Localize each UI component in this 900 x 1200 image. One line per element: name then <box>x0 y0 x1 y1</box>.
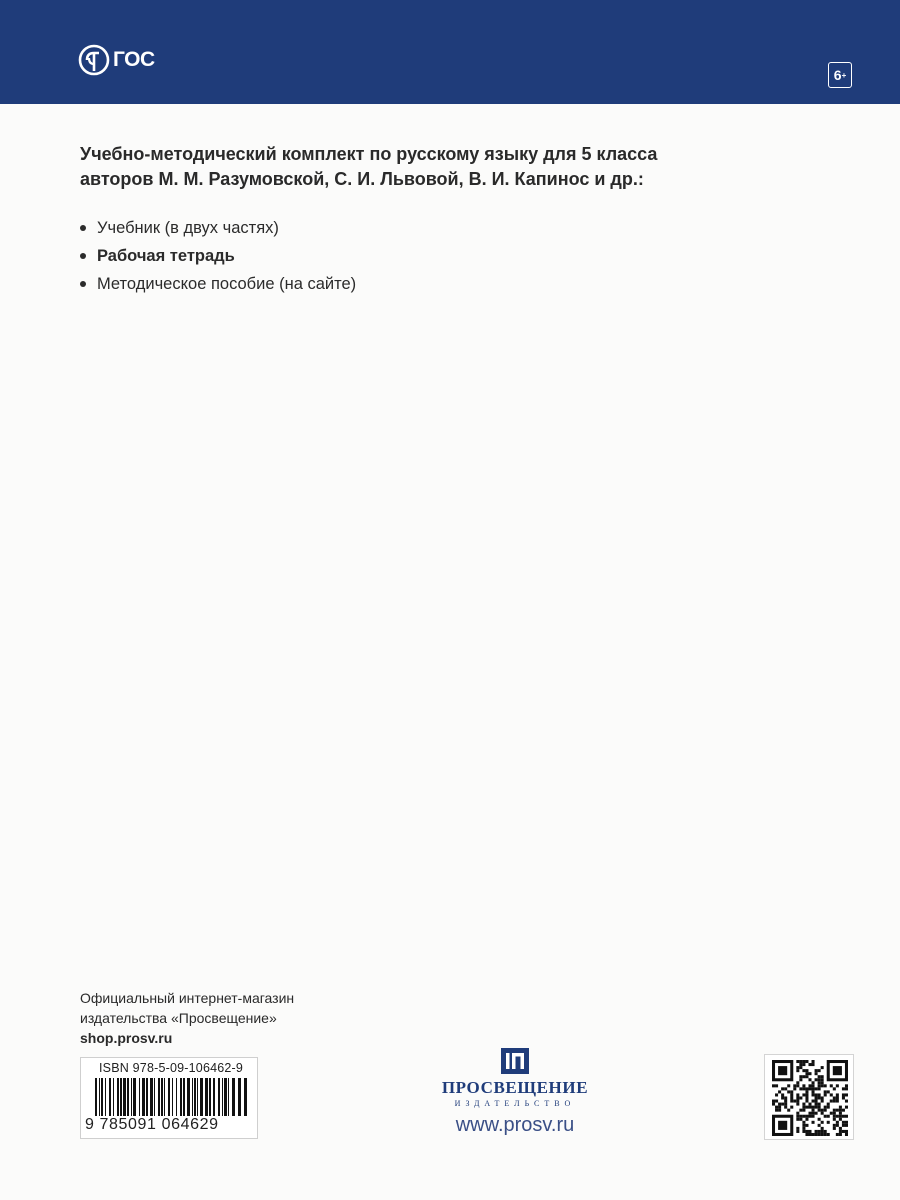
shop-info <box>80 988 294 1048</box>
qr-module <box>812 1084 815 1087</box>
barcode-bar <box>133 1078 136 1116</box>
qr-module <box>815 1072 818 1075</box>
barcode-bar <box>218 1078 220 1116</box>
qr-module <box>845 1093 848 1096</box>
barcode-bar <box>200 1078 203 1116</box>
qr-module <box>818 1078 821 1081</box>
qr-module <box>821 1133 824 1136</box>
qr-module <box>781 1093 784 1096</box>
qr-module <box>839 1118 842 1121</box>
qr-module <box>772 1103 775 1106</box>
barcode-bar <box>209 1078 211 1116</box>
qr-module <box>787 1090 790 1093</box>
qr-module <box>830 1100 833 1103</box>
qr-module <box>812 1063 815 1066</box>
qr-module <box>827 1103 830 1106</box>
age-rating-plus: + <box>841 70 847 80</box>
qr-module <box>796 1130 799 1133</box>
qr-module <box>839 1106 842 1109</box>
qr-module <box>796 1069 799 1072</box>
qr-module <box>799 1109 802 1112</box>
complex-items-list <box>80 214 356 298</box>
qr-module <box>839 1133 842 1136</box>
bullet-icon <box>80 281 86 287</box>
barcode-bar <box>194 1078 196 1116</box>
list-item <box>80 214 356 242</box>
qr-module <box>796 1118 799 1121</box>
qr-module <box>836 1109 839 1112</box>
qr-module <box>805 1124 808 1127</box>
qr-finder-pattern <box>778 1066 787 1075</box>
qr-module <box>845 1121 848 1124</box>
barcode-bar <box>117 1078 119 1116</box>
qr-module <box>784 1100 787 1103</box>
qr-module <box>793 1084 796 1087</box>
qr-module <box>812 1112 815 1115</box>
qr-module <box>815 1133 818 1136</box>
qr-module <box>812 1090 815 1093</box>
fgos-logo-icon <box>78 44 110 76</box>
list-item-label: Рабочая тетрадь <box>97 247 235 265</box>
qr-module <box>818 1087 821 1090</box>
qr-module <box>845 1087 848 1090</box>
qr-module <box>805 1096 808 1099</box>
qr-module <box>833 1112 836 1115</box>
qr-module <box>836 1093 839 1096</box>
qr-module <box>818 1118 821 1121</box>
qr-module <box>802 1106 805 1109</box>
qr-module <box>824 1084 827 1087</box>
qr-module <box>796 1096 799 1099</box>
qr-module <box>821 1096 824 1099</box>
qr-module <box>845 1084 848 1087</box>
qr-module <box>827 1115 830 1118</box>
qr-module <box>815 1087 818 1090</box>
qr-module <box>830 1112 833 1115</box>
qr-module <box>796 1103 799 1106</box>
qr-module <box>796 1115 799 1118</box>
qr-module <box>815 1130 818 1133</box>
qr-module <box>818 1096 821 1099</box>
qr-module <box>808 1078 811 1081</box>
qr-module <box>815 1096 818 1099</box>
barcode-bar <box>127 1078 129 1116</box>
qr-module <box>796 1084 799 1087</box>
qr-module <box>802 1127 805 1130</box>
qr-module <box>833 1109 836 1112</box>
qr-module <box>815 1069 818 1072</box>
qr-module <box>827 1090 830 1093</box>
qr-module <box>805 1093 808 1096</box>
qr-module <box>802 1093 805 1096</box>
qr-module <box>815 1093 818 1096</box>
qr-module <box>808 1133 811 1136</box>
qr-module <box>818 1106 821 1109</box>
qr-module <box>836 1096 839 1099</box>
qr-module <box>836 1100 839 1103</box>
qr-module <box>845 1124 848 1127</box>
qr-module <box>815 1112 818 1115</box>
qr-module <box>790 1090 793 1093</box>
qr-module <box>812 1115 815 1118</box>
qr-module <box>802 1130 805 1133</box>
qr-module <box>842 1096 845 1099</box>
qr-module <box>799 1060 802 1063</box>
qr-module <box>778 1109 781 1112</box>
bullet-icon <box>80 253 86 259</box>
qr-module <box>775 1084 778 1087</box>
qr-module <box>824 1130 827 1133</box>
qr-finder-pattern <box>833 1066 842 1075</box>
barcode-bar <box>180 1078 182 1116</box>
qr-module <box>845 1100 848 1103</box>
qr-module <box>808 1130 811 1133</box>
qr-module <box>812 1093 815 1096</box>
qr-module <box>821 1081 824 1084</box>
qr-module <box>799 1066 802 1069</box>
qr-module <box>784 1106 787 1109</box>
qr-module <box>805 1087 808 1090</box>
qr-module <box>842 1124 845 1127</box>
qr-module <box>821 1112 824 1115</box>
qr-module <box>845 1133 848 1136</box>
qr-module <box>799 1118 802 1121</box>
barcode-bar <box>154 1078 155 1116</box>
barcode-bar <box>105 1078 106 1116</box>
barcode-bar <box>232 1078 235 1116</box>
qr-module <box>790 1100 793 1103</box>
barcode-bar <box>213 1078 215 1116</box>
qr-module <box>833 1124 836 1127</box>
qr-module <box>775 1109 778 1112</box>
qr-module <box>784 1096 787 1099</box>
qr-module <box>824 1115 827 1118</box>
qr-module <box>818 1093 821 1096</box>
qr-module <box>802 1075 805 1078</box>
barcode-bar <box>183 1078 185 1116</box>
qr-module <box>821 1130 824 1133</box>
qr-module <box>812 1060 815 1063</box>
shop-url-link[interactable]: shop.prosv.ru <box>80 1030 173 1046</box>
barcode-bar <box>244 1078 247 1116</box>
barcode-bar <box>142 1078 145 1116</box>
qr-module <box>799 1075 802 1078</box>
qr-module <box>812 1100 815 1103</box>
qr-module <box>842 1109 845 1112</box>
qr-module <box>842 1130 845 1133</box>
qr-module <box>833 1115 836 1118</box>
qr-module <box>799 1078 802 1081</box>
qr-module <box>805 1069 808 1072</box>
qr-module <box>836 1124 839 1127</box>
qr-module <box>821 1109 824 1112</box>
isbn-barcode-box <box>80 1057 258 1139</box>
publisher-url-link[interactable]: www.prosv.ru <box>455 1114 575 1136</box>
publisher-name: ПРОСВЕЩЕНИЕ <box>441 1078 589 1097</box>
qr-module <box>833 1100 836 1103</box>
qr-module <box>818 1084 821 1087</box>
qr-module <box>824 1093 827 1096</box>
qr-module <box>778 1106 781 1109</box>
barcode-bar <box>192 1078 193 1116</box>
qr-module <box>824 1133 827 1136</box>
qr-module <box>775 1100 778 1103</box>
qr-module <box>830 1093 833 1096</box>
qr-module <box>812 1109 815 1112</box>
shop-line-1: Официальный интернет-магазин <box>80 990 295 1006</box>
list-item <box>80 270 356 298</box>
qr-module <box>772 1084 775 1087</box>
qr-module <box>805 1075 808 1078</box>
qr-module <box>821 1078 824 1081</box>
isbn-number: ISBN 978-5-09-106462-9 <box>99 1061 244 1075</box>
qr-module <box>781 1096 784 1099</box>
qr-module <box>799 1096 802 1099</box>
age-rating-badge <box>828 62 852 88</box>
barcode-bar <box>109 1078 111 1116</box>
barcode-bar <box>197 1078 198 1116</box>
qr-module <box>802 1115 805 1118</box>
qr-module <box>815 1078 818 1081</box>
qr-module <box>821 1121 824 1124</box>
qr-module <box>793 1087 796 1090</box>
qr-module <box>821 1066 824 1069</box>
barcode-bar <box>172 1078 173 1116</box>
qr-module <box>784 1087 787 1090</box>
qr-code-icon <box>772 1060 848 1136</box>
barcode-bar <box>168 1078 170 1116</box>
barcode-bar <box>123 1078 126 1116</box>
qr-module <box>833 1127 836 1130</box>
qr-module <box>839 1109 842 1112</box>
qr-module <box>818 1109 821 1112</box>
qr-module <box>808 1063 811 1066</box>
qr-module <box>812 1087 815 1090</box>
qr-module <box>796 1093 799 1096</box>
qr-module <box>833 1087 836 1090</box>
fgos-logo <box>78 40 155 80</box>
barcode-bar <box>131 1078 132 1116</box>
qr-module <box>796 1081 799 1084</box>
qr-module <box>808 1112 811 1115</box>
qr-module <box>824 1109 827 1112</box>
qr-module <box>818 1081 821 1084</box>
qr-module <box>821 1100 824 1103</box>
qr-module <box>808 1084 811 1087</box>
qr-code[interactable] <box>764 1054 854 1140</box>
qr-module <box>836 1115 839 1118</box>
barcode-digits: 9 785091 064629 <box>85 1116 219 1133</box>
qr-module <box>781 1087 784 1090</box>
qr-module <box>827 1121 830 1124</box>
barcode-bar <box>99 1078 100 1116</box>
qr-module <box>845 1106 848 1109</box>
publisher-block <box>430 1048 600 1137</box>
qr-module <box>805 1115 808 1118</box>
qr-module <box>839 1115 842 1118</box>
qr-module <box>796 1127 799 1130</box>
complex-title <box>80 142 840 192</box>
qr-finder-pattern <box>778 1121 787 1130</box>
qr-module <box>824 1090 827 1093</box>
barcode-bar <box>205 1078 208 1116</box>
shop-line-2: издательства «Просвещение» <box>80 1010 277 1026</box>
barcode-bar <box>150 1078 153 1116</box>
qr-module <box>802 1121 805 1124</box>
qr-module <box>836 1133 839 1136</box>
fgos-label: ГОС <box>113 48 155 71</box>
qr-module <box>812 1081 815 1084</box>
qr-module <box>790 1093 793 1096</box>
list-item-label: Методическое пособие (на сайте) <box>97 275 357 293</box>
barcode-bar <box>113 1078 114 1116</box>
qr-module <box>799 1087 802 1090</box>
qr-module <box>802 1060 805 1063</box>
qr-module <box>842 1121 845 1124</box>
barcode-bar <box>95 1078 97 1116</box>
barcode-bar <box>238 1078 241 1116</box>
qr-module <box>790 1106 793 1109</box>
qr-module <box>815 1100 818 1103</box>
qr-module <box>781 1103 784 1106</box>
qr-module <box>802 1109 805 1112</box>
barcode-bar <box>101 1078 103 1116</box>
qr-module <box>818 1124 821 1127</box>
qr-module <box>818 1075 821 1078</box>
qr-module <box>845 1130 848 1133</box>
barcode-bar <box>120 1078 122 1116</box>
qr-module <box>812 1121 815 1124</box>
qr-module <box>805 1118 808 1121</box>
qr-module <box>824 1106 827 1109</box>
qr-module <box>812 1106 815 1109</box>
qr-module <box>842 1087 845 1090</box>
qr-module <box>815 1103 818 1106</box>
barcode-bar <box>161 1078 163 1116</box>
qr-module <box>802 1087 805 1090</box>
qr-module <box>805 1130 808 1133</box>
qr-module <box>796 1060 799 1063</box>
barcode-bar <box>176 1078 177 1116</box>
qr-module <box>775 1106 778 1109</box>
qr-module <box>799 1115 802 1118</box>
bullet-icon <box>80 225 86 231</box>
qr-module <box>839 1130 842 1133</box>
barcode-icon <box>91 1078 249 1118</box>
qr-module <box>793 1100 796 1103</box>
qr-module <box>818 1069 821 1072</box>
barcode-bar <box>164 1078 165 1116</box>
qr-module <box>805 1060 808 1063</box>
qr-module <box>815 1106 818 1109</box>
qr-module <box>787 1109 790 1112</box>
qr-module <box>784 1103 787 1106</box>
qr-module <box>802 1124 805 1127</box>
qr-module <box>821 1075 824 1078</box>
qr-module <box>805 1133 808 1136</box>
qr-module <box>778 1090 781 1093</box>
qr-module <box>808 1115 811 1118</box>
qr-module <box>796 1112 799 1115</box>
complex-title-line-1: Учебно-методический комплект по русскому языку для 5 класса <box>80 144 658 164</box>
qr-module <box>808 1087 811 1090</box>
qr-module <box>833 1118 836 1121</box>
qr-module <box>818 1133 821 1136</box>
qr-module <box>772 1100 775 1103</box>
qr-module <box>802 1103 805 1106</box>
qr-module <box>821 1127 824 1130</box>
age-rating-number: 6 <box>833 67 842 83</box>
publisher-subtitle: ИЗДАТЕЛЬСТВО <box>454 1099 576 1108</box>
qr-module <box>836 1084 839 1087</box>
barcode-bar <box>158 1078 160 1116</box>
qr-module <box>833 1096 836 1099</box>
barcode-bar <box>228 1078 229 1116</box>
qr-module <box>842 1093 845 1096</box>
barcode-bar <box>187 1078 190 1116</box>
qr-module <box>802 1069 805 1072</box>
qr-module <box>830 1084 833 1087</box>
qr-module <box>805 1072 808 1075</box>
publisher-logo-icon <box>501 1048 529 1074</box>
qr-module <box>787 1084 790 1087</box>
barcode-bar <box>222 1078 223 1116</box>
qr-module <box>827 1133 830 1136</box>
qr-module <box>818 1130 821 1133</box>
qr-module <box>796 1100 799 1103</box>
qr-module <box>808 1072 811 1075</box>
qr-module <box>812 1133 815 1136</box>
qr-module <box>778 1103 781 1106</box>
barcode-bar <box>224 1078 227 1116</box>
qr-module <box>839 1112 842 1115</box>
qr-module <box>818 1103 821 1106</box>
qr-module <box>827 1106 830 1109</box>
barcode-bar <box>146 1078 148 1116</box>
qr-module <box>836 1121 839 1124</box>
qr-module <box>845 1115 848 1118</box>
qr-module <box>839 1127 842 1130</box>
qr-module <box>805 1106 808 1109</box>
qr-module <box>802 1084 805 1087</box>
qr-module <box>842 1115 845 1118</box>
qr-module <box>805 1100 808 1103</box>
barcode-bar <box>139 1078 140 1116</box>
qr-module <box>790 1096 793 1099</box>
qr-module <box>802 1063 805 1066</box>
qr-module <box>775 1093 778 1096</box>
complex-title-line-2: авторов М. М. Разумовской, С. И. Львовой, В. И. Капинос и др.: <box>80 169 644 189</box>
list-item <box>80 242 356 270</box>
qr-module <box>796 1066 799 1069</box>
header-band <box>0 0 900 104</box>
qr-module <box>808 1106 811 1109</box>
qr-module <box>808 1103 811 1106</box>
qr-module <box>805 1090 808 1093</box>
qr-module <box>821 1084 824 1087</box>
list-item-label: Учебник (в двух частях) <box>97 219 279 237</box>
qr-module <box>799 1063 802 1066</box>
